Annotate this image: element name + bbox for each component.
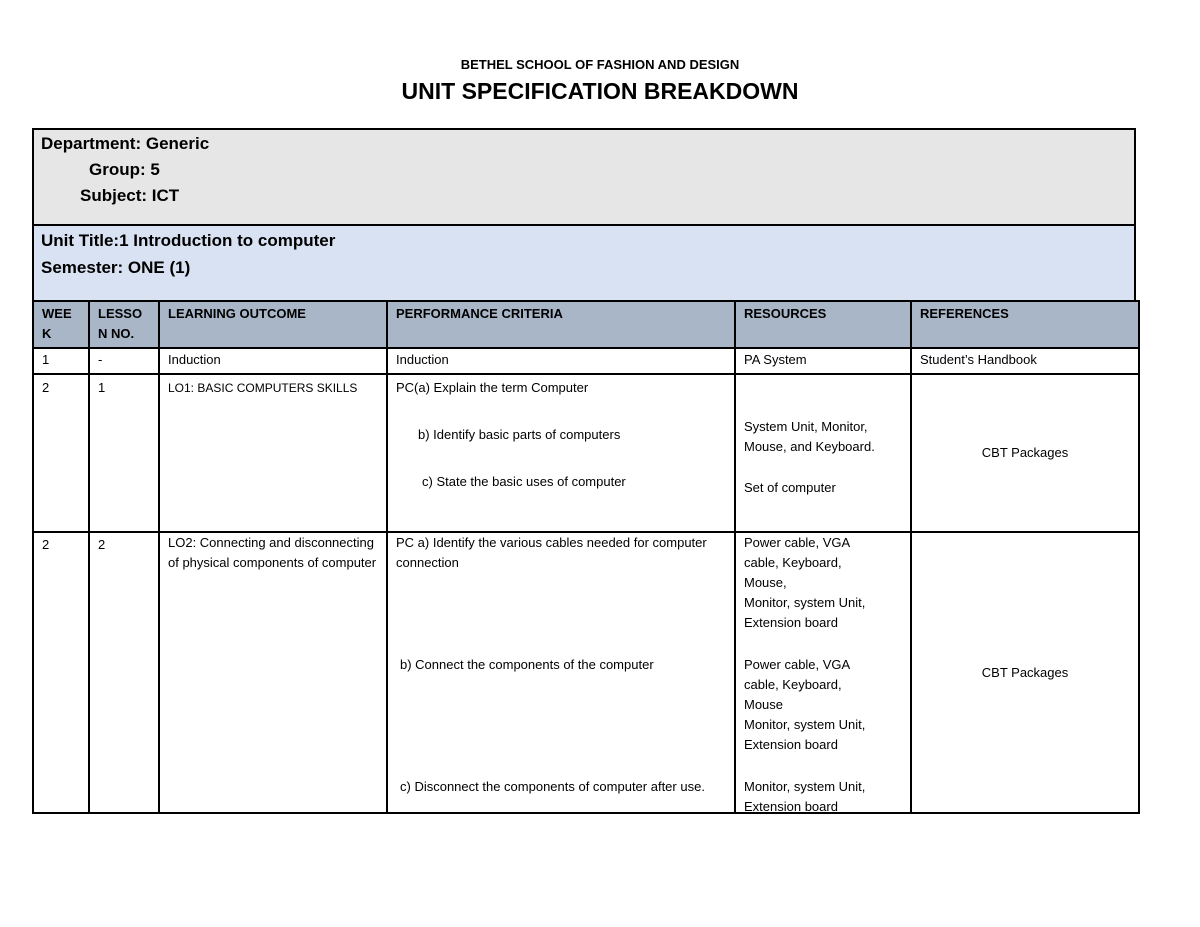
table-header-row [33,301,1139,348]
criteria-item: PC a) Identify the various cables needed for computer connection [396,535,707,570]
unit-spec-table [32,300,1140,814]
resources-cell: PA System [735,348,911,374]
criteria-item: c) State the basic uses of computer [422,474,626,489]
resources-cell [735,532,911,813]
resource-item: Monitor, system Unit, Extension board [744,779,866,814]
criteria-item: PC(a) Explain the term Computer [396,380,589,395]
resource-item: System Unit, Monitor, Mouse, and Keyboard. [744,419,875,454]
school-name: BETHEL SCHOOL OF FASHION AND DESIGN [460,57,740,72]
department-label: Department: Generic [41,134,210,153]
criteria-item: b) Connect the components of the computer [400,657,654,672]
outcome-cell: Induction [159,348,387,374]
resource-item: Set of computer [744,480,836,495]
criteria-cell [387,532,735,813]
week-cell: 2 [33,532,89,813]
references-cell: CBT Packages [911,374,1139,532]
resource-item: Monitor, system Unit, Extension board [744,717,866,752]
outcome-cell: LO2: Connecting and disconnecting of physical components of computer [159,532,387,813]
criteria-item: c) Disconnect the components of computer after use. [400,779,705,794]
table-row [33,348,1139,374]
column-header-lesson: LESSO N NO. [89,301,159,348]
department-info-box [32,128,1136,226]
lesson-cell: 1 [89,374,159,532]
references-cell: Student’s Handbook [911,348,1139,374]
criteria-cell [387,374,735,532]
unit-info-box [32,226,1136,302]
column-header-outcome: LEARNING OUTCOME [159,301,387,348]
resource-item: Power cable, VGA cable, Keyboard, Mouse, [744,535,850,590]
outcome-cell: LO1: BASIC COMPUTERS SKILLS [159,374,387,532]
lesson-cell: - [89,348,159,374]
column-header-criteria: PERFORMANCE CRITERIA [387,301,735,348]
week-cell: 1 [33,348,89,374]
week-cell: 2 [33,374,89,532]
semester-label: Semester: ONE (1) [41,258,191,277]
resources-cell [735,374,911,532]
column-header-week: WEE K [33,301,89,348]
criteria-item: b) Identify basic parts of computers [418,427,621,442]
subject-label: Subject: ICT [80,186,180,205]
criteria-cell: Induction [387,348,735,374]
column-header-references: REFERENCES [911,301,1139,348]
unit-title-label: Unit Title:1 Introduction to computer [41,231,336,250]
table-row [33,374,1139,532]
column-header-resources: RESOURCES [735,301,911,348]
table-row [33,532,1139,813]
lesson-cell: 2 [89,532,159,813]
document-title: UNIT SPECIFICATION BREAKDOWN [401,78,799,104]
references-cell: CBT Packages [911,532,1139,813]
group-label: Group: 5 [89,160,160,179]
resource-item: Power cable, VGA cable, Keyboard, Mouse [744,657,850,712]
resource-item: Monitor, system Unit, Extension board [744,595,866,630]
